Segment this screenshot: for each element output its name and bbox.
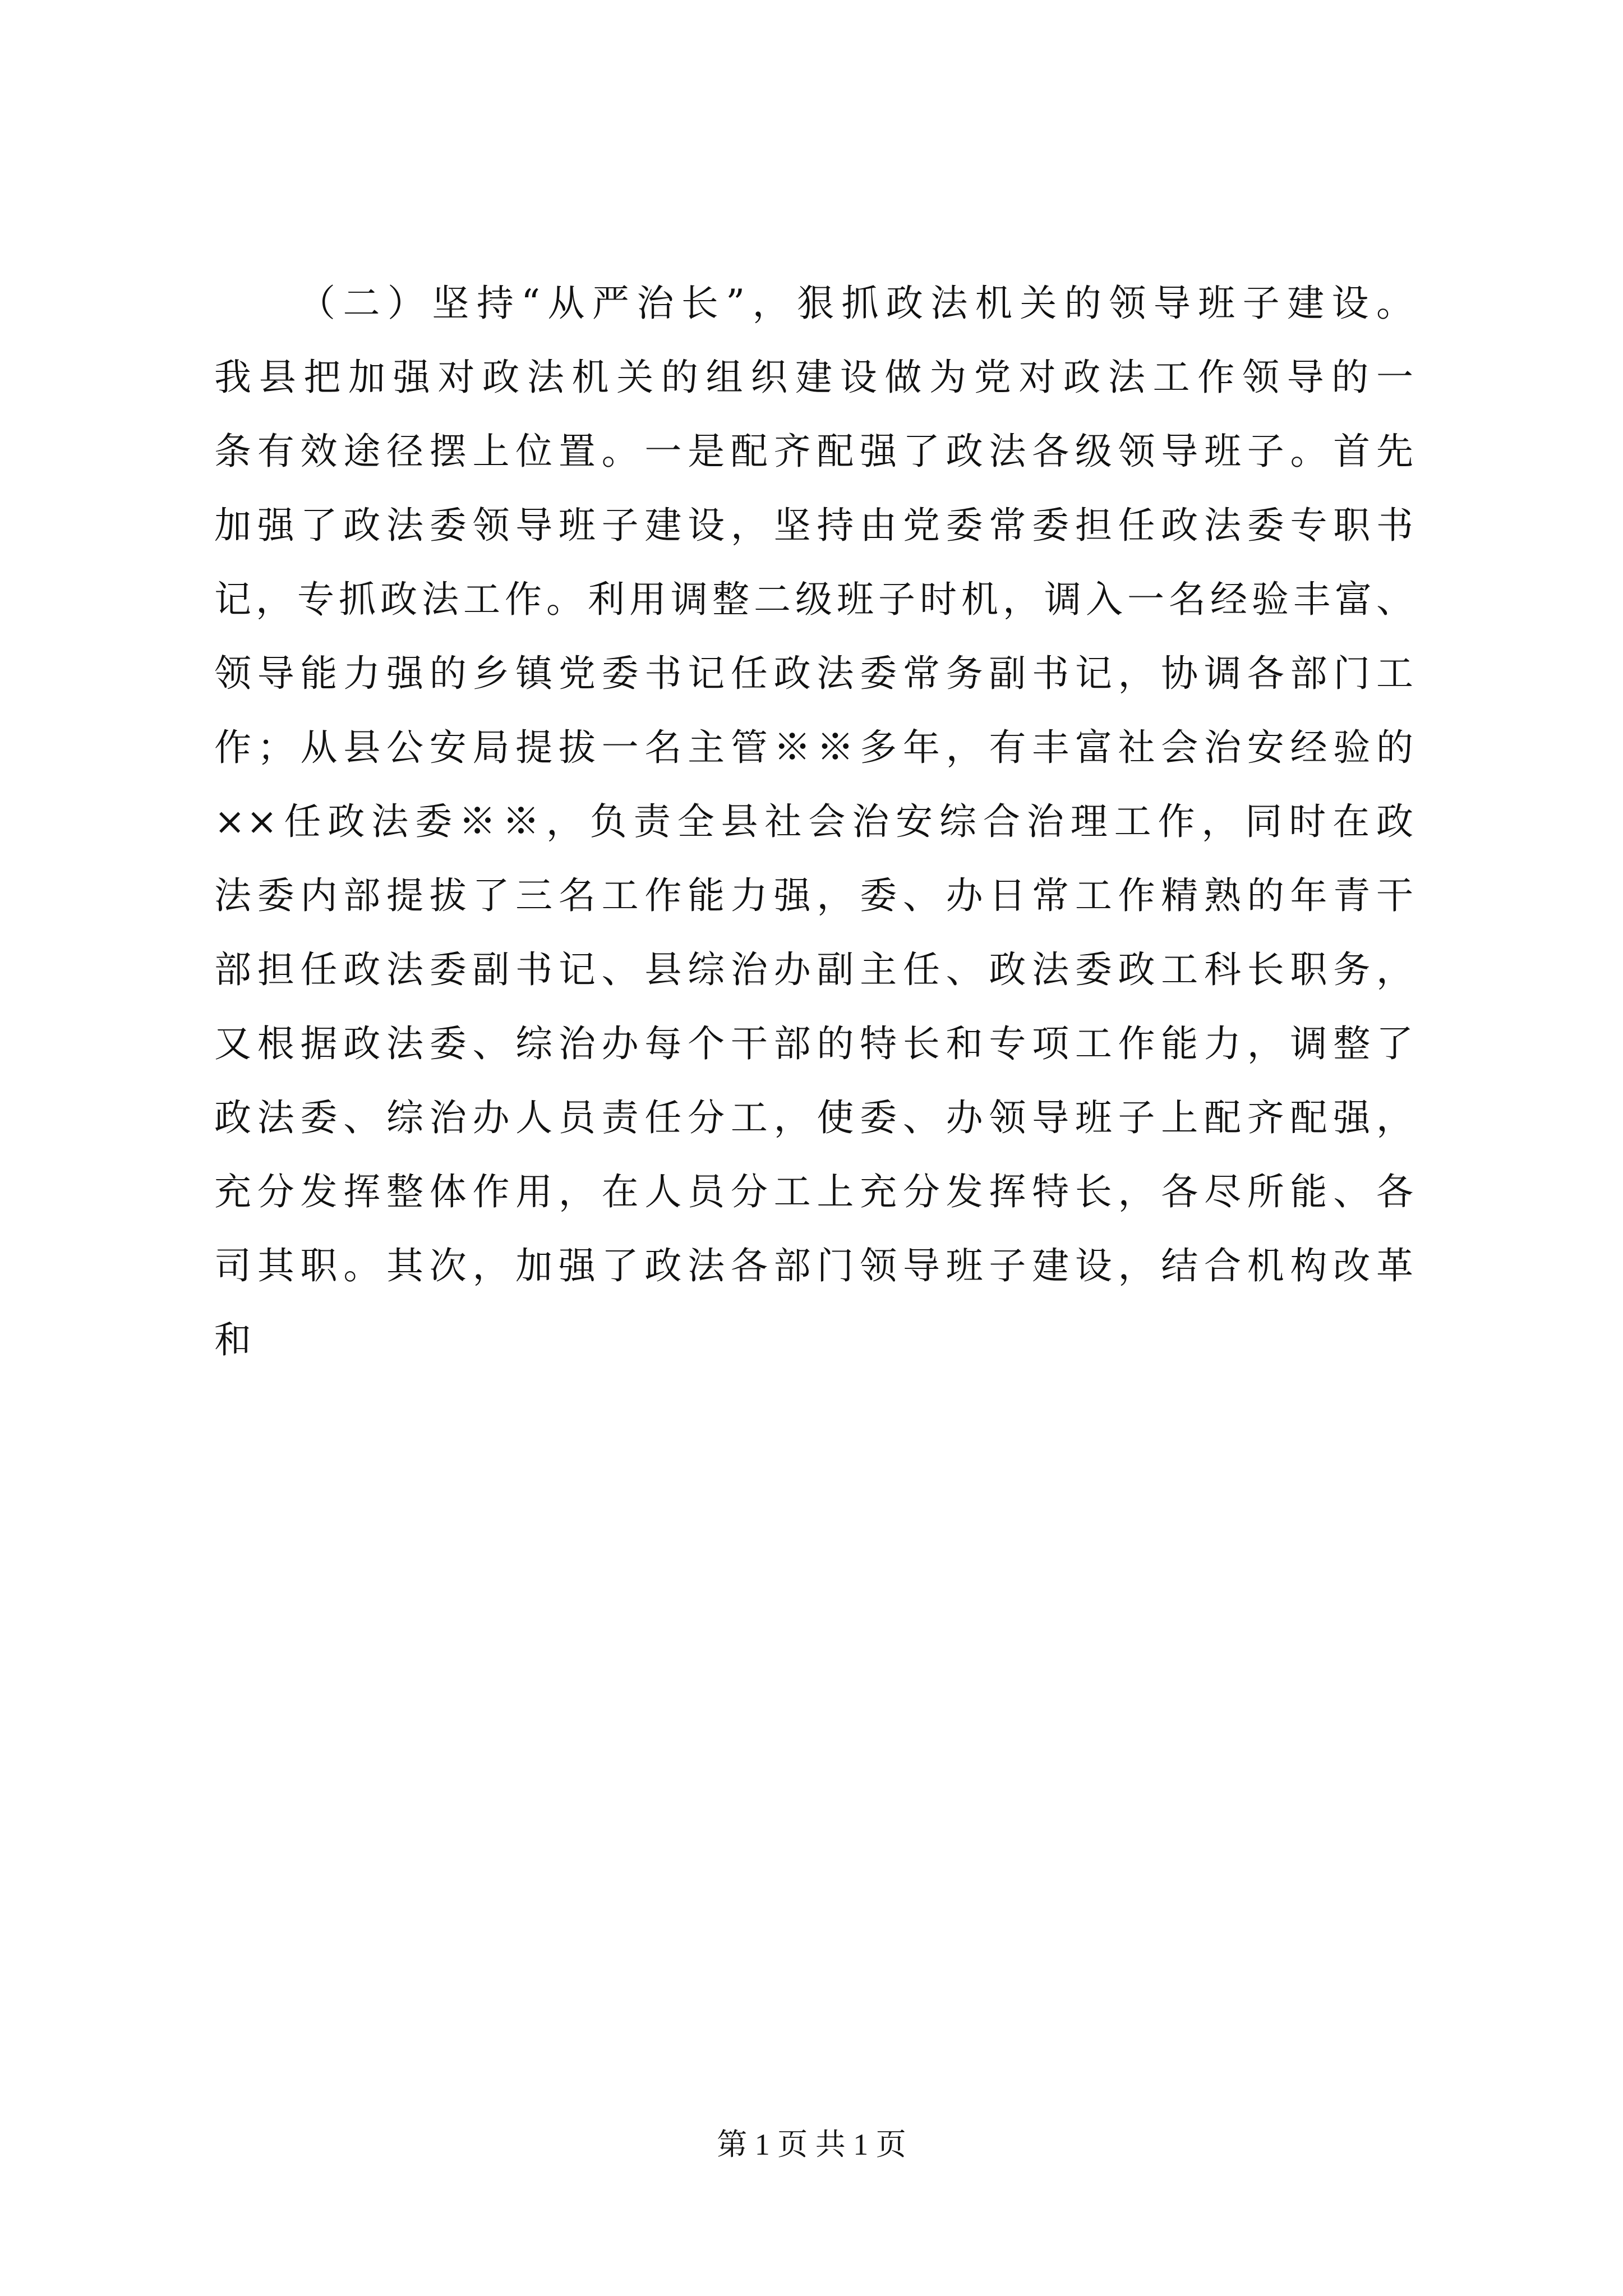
text-line: 领导能力强的乡镇党委书记任政法委常务副书记，协调各部门工 — [214, 652, 1414, 695]
text-line: （二）坚持“从严治长”，狠抓政法机关的领导班子建设。 — [298, 282, 1414, 325]
text-line: 记，专抓政法工作。利用调整二级班子时机，调入一名经验丰富、 — [214, 578, 1414, 621]
text-line: 加强了政法委领导班子建设，坚持由党委常委担任政法委专职书 — [214, 504, 1414, 547]
page-footer: 第 1 页 共 1 页 — [717, 2128, 906, 2161]
text-line: 条有效途径摆上位置。一是配齐配强了政法各级领导班子。首先 — [214, 430, 1414, 473]
text-line: 政法委、综治办人员责任分工，使委、办领导班子上配齐配强， — [214, 1096, 1414, 1139]
text-line: 法委内部提拔了三名工作能力强，委、办日常工作精熟的年青干 — [214, 874, 1414, 917]
text-line: 司其职。其次，加强了政法各部门领导班子建设，结合机构改革 — [214, 1244, 1414, 1287]
text-line: 作；从县公安局提拔一名主管※※多年，有丰富社会治安经验的 — [214, 726, 1414, 769]
text-line: 和 — [214, 1318, 252, 1361]
text-line: 我县把加强对政法机关的组织建设做为党对政法工作领导的一 — [214, 356, 1414, 399]
text-line: 又根据政法委、综治办每个干部的特长和专项工作能力，调整了 — [214, 1022, 1414, 1065]
text-line: ××任政法委※※，负责全县社会治安综合治理工作，同时在政 — [214, 800, 1414, 843]
body-paragraph — [214, 266, 1414, 1377]
text-line: 充分发挥整体作用，在人员分工上充分发挥特长，各尽所能、各 — [214, 1170, 1414, 1213]
text-line: 部担任政法委副书记、县综治办副主任、政法委政工科长职务， — [214, 948, 1414, 991]
